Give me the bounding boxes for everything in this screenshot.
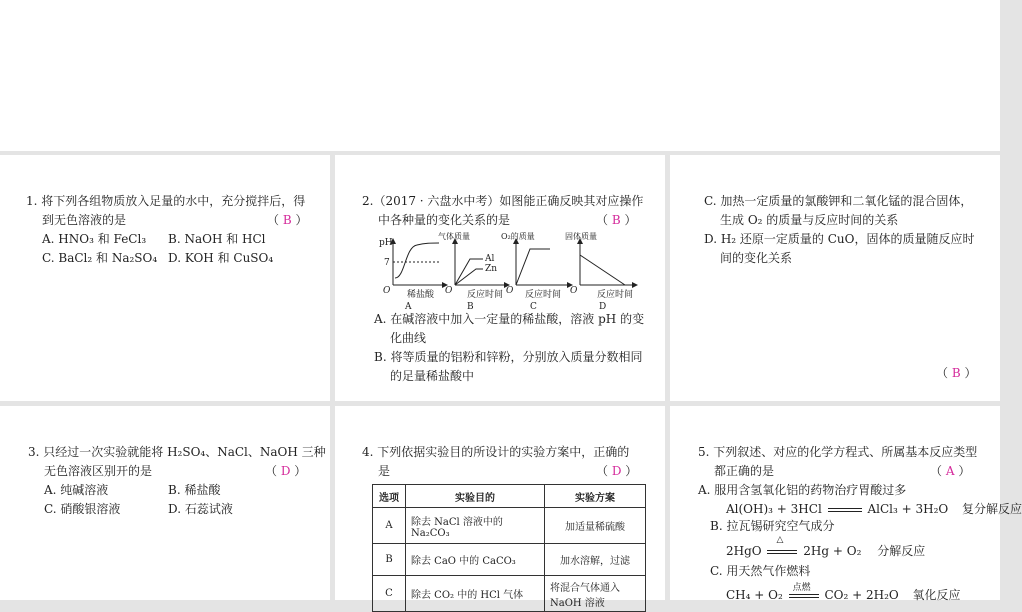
table-row [373, 508, 646, 544]
question-5 [698, 443, 998, 500]
card-question-3 [0, 406, 330, 600]
q1-stem-line1: 1. 将下列各组物质放入足量的水中，充分搅拌后，得 [26, 194, 306, 208]
graph-b-zn: Zn [485, 264, 498, 274]
q5-equation-a [726, 500, 1022, 517]
q3-stem-text: 无色溶液区别开的是 [44, 464, 153, 478]
question-4 [362, 443, 662, 481]
q1-stem-line2 [26, 211, 326, 230]
graph-d-xlabel: 反应时间 [597, 290, 634, 300]
q2-answer-bracket: （ B ） [596, 213, 637, 227]
question-2 [362, 192, 662, 230]
q2-option-c-line1: C. 加热一定质量的氯酸钾和二氧化锰的混合固体， [704, 194, 973, 208]
eq-c-condition: 点燃 [792, 582, 811, 593]
q3-option-a: A. 纯碱溶液 [44, 483, 109, 497]
q2-option-b-line1: B. 将等质量的铝粉和锌粉，分别放入质量分数相同 [374, 350, 643, 364]
table-cell-plan: 将混合气体通入 NaOH 溶液 [545, 576, 646, 612]
q2-stem-line1: 2.（2017 · 六盘水中考）如图能正确反映其对应操作 [362, 194, 644, 208]
q5-equation-c [726, 582, 961, 603]
q2-stem-text: 中各种量的变化关系的是 [378, 213, 511, 227]
q5-answer-bracket: （ A ） [930, 464, 971, 478]
graph-label-d: D [599, 302, 607, 312]
q3-stem-line1: 3. 只经过一次实验就能将 H₂SO₄、NaCl、NaOH 三种 [28, 445, 326, 459]
eq-b-right: 2Hg + O₂ [803, 544, 862, 558]
table-header-option: 选项 [373, 485, 406, 508]
q4-plan-table [372, 484, 646, 612]
eq-b-left: 2HgO [726, 544, 762, 558]
q3-answer: D [280, 464, 291, 478]
card-question-2 [335, 155, 665, 401]
graph-label-a: A [405, 302, 412, 312]
q2-stem-line2 [362, 211, 662, 230]
graph-label-b: B [467, 302, 474, 312]
graph-a-tick: 7 [384, 258, 390, 268]
graph-a-origin: O [383, 286, 391, 296]
q1-options-row2 [26, 249, 326, 268]
q2-option-c-line2: 生成 O₂ 的质量与反应时间的关系 [720, 213, 899, 227]
card-question-5 [670, 406, 1022, 602]
q3-options-row1 [28, 481, 328, 500]
q2-options-ab [374, 310, 664, 386]
q1-option-c: C. BaCl₂ 和 Na₂SO₄ [42, 251, 158, 265]
q3-option-b: B. 稀盐酸 [168, 483, 221, 497]
q5-stem-line1: 5. 下列叙述、对应的化学方程式、所属基本反应类型 [698, 445, 978, 459]
blank-header-area [0, 0, 1000, 151]
table-header-purpose: 实验目的 [406, 485, 545, 508]
q2-graphs [375, 233, 645, 311]
eq-c-left: CH₄ + O₂ [726, 588, 783, 602]
card-question-1 [0, 155, 330, 401]
eq-a-left: Al(OH)₃ + 3HCl [726, 502, 822, 516]
q3-options-row2 [28, 500, 328, 519]
table-header-plan: 实验方案 [545, 485, 646, 508]
q3-option-c: C. 硝酸银溶液 [44, 502, 121, 516]
table-cell-purpose: 除去 CO₂ 中的 HCl 气体 [406, 576, 545, 612]
q5-answer: A [945, 464, 955, 478]
q3-option-d: D. 石蕊试液 [168, 502, 233, 516]
q2-answer: B [611, 213, 621, 227]
table-cell-plan: 加适量稀硫酸 [545, 508, 646, 544]
q4-answer-bracket: （ D ） [596, 464, 638, 478]
eq-c-arrow [789, 582, 819, 598]
q4-stem-text: 是 [378, 464, 391, 478]
q4-stem-line1: 4. 下列依据实验目的所设计的实验方案中，正确的 [362, 445, 630, 459]
card-question-4 [335, 406, 665, 609]
graph-c-ylabel: O₂的质量 [501, 232, 535, 241]
graph-c-origin: O [506, 286, 514, 296]
table-header-row [373, 485, 646, 508]
q5-stem-line2 [698, 462, 998, 481]
q2-answer-bracket-repeat: （ B ） [936, 366, 977, 380]
q1-option-a: A. HNO₃ 和 FeCl₃ [42, 232, 147, 246]
eq-b-arrow [767, 534, 797, 554]
q5-equation-b [726, 534, 926, 559]
table-cell-option: B [373, 544, 406, 576]
q2-option-a-line2: 化曲线 [390, 331, 427, 345]
q4-stem-line2 [362, 462, 662, 481]
card-question-2-continued [670, 155, 1000, 401]
table-cell-option: C [373, 576, 406, 612]
question-1 [26, 192, 326, 268]
graph-a-xlabel: 稀盐酸 [407, 290, 435, 300]
q5-option-b: B. 拉瓦锡研究空气成分 [710, 519, 835, 533]
graph-d [580, 241, 635, 285]
eq-a-right: AlCl₃ + 3H₂O [867, 502, 949, 516]
graph-b [455, 241, 507, 285]
eq-a-type: 复分解反应 [962, 502, 1022, 516]
graph-b-ylabel: 气体质量 [438, 232, 470, 241]
eq-b-type: 分解反应 [877, 544, 926, 558]
table-cell-purpose: 除去 CaO 中的 CaCO₃ [406, 544, 545, 576]
q2-option-b-line2: 的足量稀盐酸中 [390, 369, 475, 383]
q1-options-row1 [26, 230, 326, 249]
graph-d-origin: O [570, 286, 578, 296]
question-3 [28, 443, 328, 519]
table-cell-plan: 加水溶解，过滤 [545, 544, 646, 576]
graph-c-xlabel: 反应时间 [525, 290, 562, 300]
table-cell-option: A [373, 508, 406, 544]
eq-a-arrow [828, 508, 862, 512]
q2-answer-repeat: B [951, 366, 961, 380]
graph-b-xlabel: 反应时间 [467, 290, 504, 300]
graph-label-c: C [530, 302, 537, 312]
graph-c [516, 241, 570, 285]
q5-stem-text: 都正确的是 [714, 464, 775, 478]
graph-a-ylabel: pH [379, 238, 393, 248]
q1-option-d: D. KOH 和 CuSO₄ [168, 251, 274, 265]
graph-b-al: Al [485, 254, 495, 264]
eq-c-right: CO₂ + 2H₂O [824, 588, 899, 602]
q1-option-b: B. NaOH 和 HCl [168, 232, 266, 246]
q2-option-a-line1: A. 在碱溶液中加入一定量的稀盐酸，溶液 pH 的变 [374, 312, 645, 326]
table-row [373, 544, 646, 576]
eq-b-condition: △ [776, 534, 784, 545]
q1-answer-bracket: （ B ） [267, 213, 308, 227]
q2-option-d-line2: 间的变化关系 [720, 251, 793, 265]
q2-options-cd [704, 192, 998, 268]
eq-c-type: 氧化反应 [912, 588, 961, 602]
table-cell-purpose: 除去 NaCl 溶液中的 Na₂CO₃ [406, 508, 545, 544]
table-row [373, 576, 646, 612]
q1-answer: B [282, 213, 292, 227]
q3-stem-line2 [28, 462, 328, 481]
q1-stem-text: 到无色溶液的是 [42, 213, 127, 227]
q5-option-a: A. 服用含氢氧化铝的药物治疗胃酸过多 [698, 483, 907, 497]
graph-a [393, 241, 445, 285]
graph-d-ylabel: 固体质量 [565, 232, 597, 241]
q3-answer-bracket: （ D ） [265, 464, 307, 478]
q2-option-d-line1: D. H₂ 还原一定质量的 CuO，固体的质量随反应时 [704, 232, 975, 246]
q5-option-c: C. 用天然气作燃料 [710, 564, 811, 578]
q4-answer: D [611, 464, 622, 478]
graph-b-origin: O [445, 286, 453, 296]
